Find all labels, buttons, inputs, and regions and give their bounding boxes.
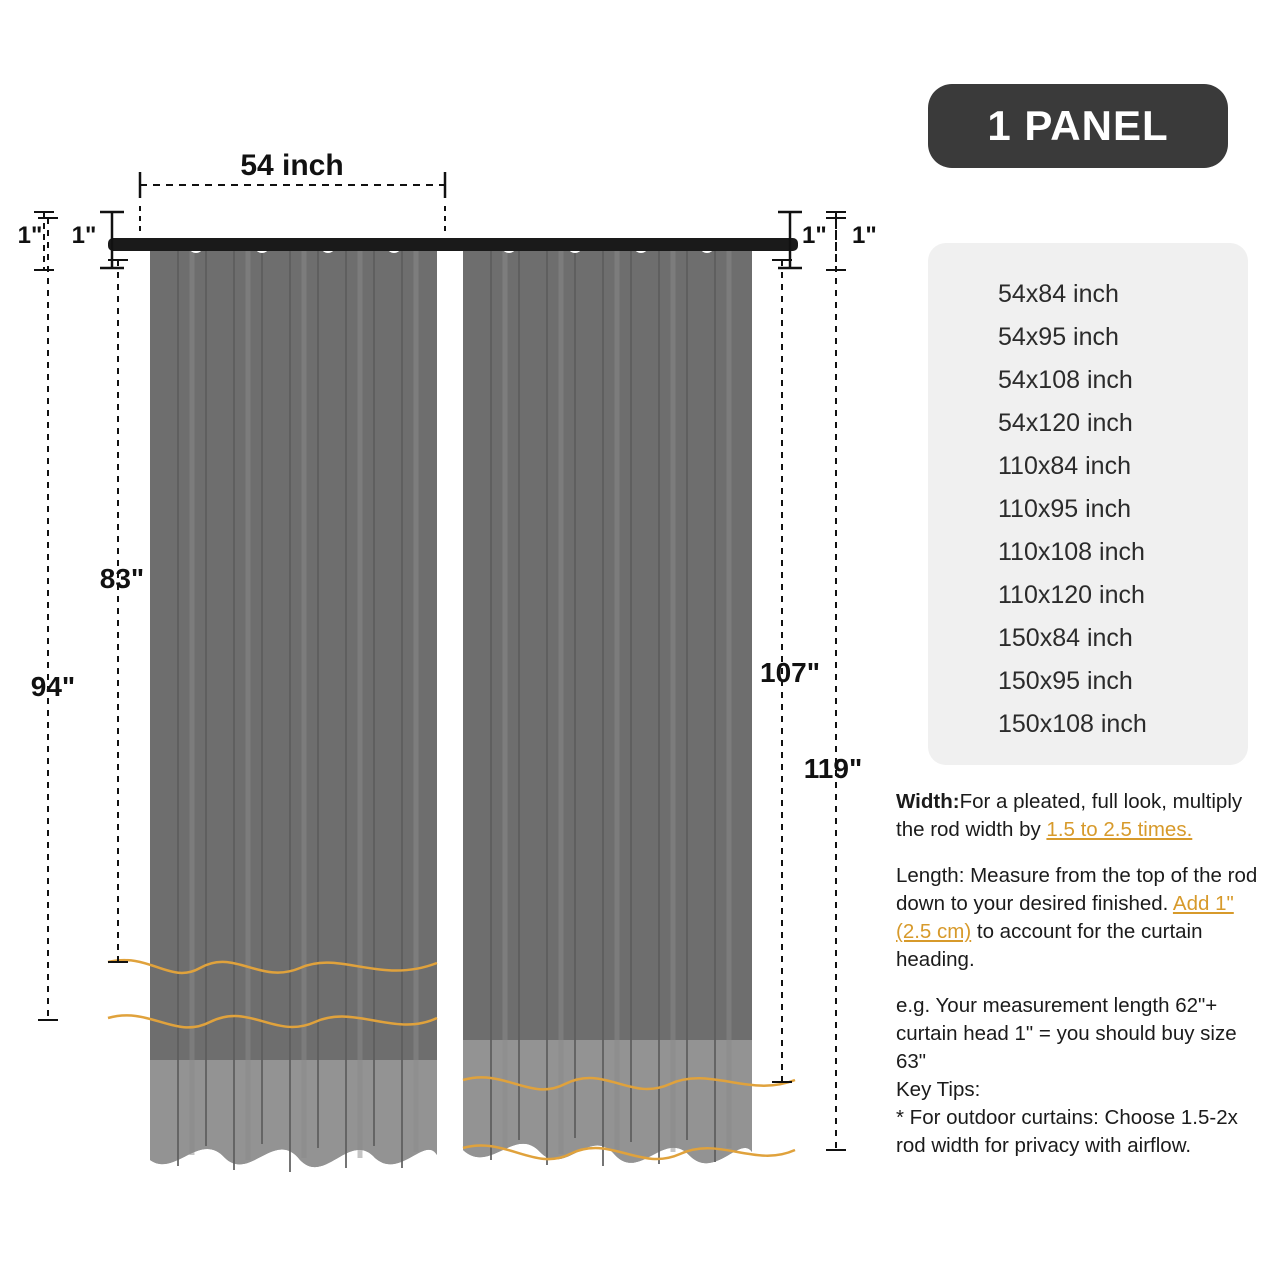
size-options-panel bbox=[928, 243, 1248, 765]
label-left-1in-inner: 1" bbox=[71, 222, 97, 249]
right-curtain-panel bbox=[463, 219, 795, 1166]
length-note-text-1: : Measure from the top of the rod down to your desired finished. bbox=[896, 864, 1258, 915]
panel-count-label: 1 PANEL bbox=[987, 102, 1169, 149]
panel-count-badge bbox=[928, 84, 1228, 168]
curtain-rod bbox=[108, 238, 798, 251]
size-option[interactable]: 110x120 inch bbox=[998, 581, 1145, 609]
size-option[interactable]: 54x108 inch bbox=[998, 366, 1133, 394]
label-height-119: 119" bbox=[803, 753, 863, 784]
size-option[interactable]: 110x84 inch bbox=[998, 452, 1131, 480]
label-left-1in-outer: 1" bbox=[17, 222, 43, 249]
size-option[interactable]: 150x95 inch bbox=[998, 667, 1133, 695]
key-tip-1: * For outdoor curtains: Choose 1.5-2x rod width for privacy with airflow. bbox=[896, 1106, 1238, 1157]
measuring-notes bbox=[896, 788, 1264, 1160]
size-option[interactable]: 150x108 inch bbox=[998, 710, 1147, 738]
label-right-1in-inner: 1" bbox=[802, 222, 827, 249]
size-option[interactable]: 54x84 inch bbox=[998, 280, 1119, 308]
size-option[interactable]: 54x95 inch bbox=[998, 323, 1119, 351]
width-note-highlight: 1.5 to 2.5 times. bbox=[1046, 818, 1193, 841]
size-option[interactable]: 54x120 inch bbox=[998, 409, 1133, 437]
length-note-highlight: Add 1" (2.5 cm) bbox=[896, 892, 1234, 943]
size-option[interactable]: 110x95 inch bbox=[998, 495, 1131, 523]
label-height-83: 83" bbox=[99, 563, 145, 594]
tips-group bbox=[896, 992, 1264, 1160]
size-option[interactable]: 150x84 inch bbox=[998, 624, 1133, 652]
length-note-label: Length bbox=[896, 864, 959, 887]
length-note bbox=[896, 862, 1264, 974]
label-width: 54 inch bbox=[240, 149, 344, 182]
label-height-94: 94" bbox=[30, 671, 76, 702]
size-option[interactable]: 110x108 inch bbox=[998, 538, 1145, 566]
left-height-dimensions bbox=[38, 218, 128, 1020]
length-note-text-2: to account for the curtain heading. bbox=[896, 920, 1203, 971]
left-curtain-panel bbox=[108, 219, 437, 1172]
label-height-107: 107" bbox=[760, 657, 820, 688]
width-note bbox=[896, 788, 1264, 844]
key-tips-label: Key Tips: bbox=[896, 1078, 981, 1101]
label-right-1in-outer: 1" bbox=[852, 222, 877, 249]
width-note-label: Width: bbox=[896, 790, 960, 813]
width-note-text: For a pleated, full look, multiply the rod width by bbox=[896, 790, 1243, 841]
example-note: e.g. Your measurement length 62"+ curtain head 1" = you should buy size 63" bbox=[896, 994, 1237, 1073]
